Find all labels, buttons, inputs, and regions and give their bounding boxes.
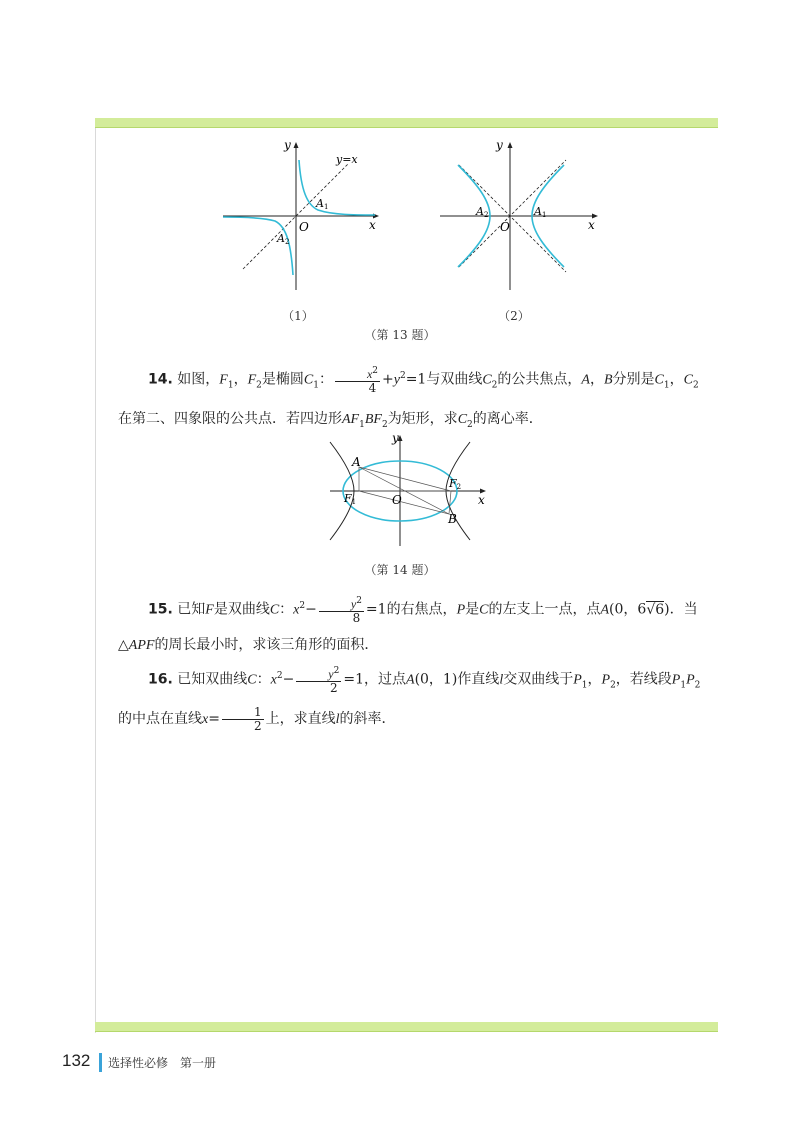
top-band-line	[95, 127, 718, 128]
figure-14	[322, 430, 492, 550]
fig13-caption: （第 13 题）	[364, 328, 436, 342]
fig14-point-b: B	[448, 512, 457, 526]
fig2-a2-label: A2	[476, 205, 489, 219]
page-number: 132	[62, 1051, 91, 1070]
problem-15-number: 15.	[148, 601, 173, 618]
fig14-f2-label: F2	[449, 477, 462, 491]
page-frame-left	[95, 118, 96, 1033]
fig2-origin-label: O	[500, 220, 510, 234]
fig14-origin-label: O	[392, 493, 402, 507]
fig14-x-label: x	[478, 493, 485, 507]
fig14-y-label: y	[392, 431, 399, 445]
problem-14-number: 14.	[148, 371, 173, 388]
fig1-a1-label: A1	[316, 197, 329, 211]
fig2-y-label: y	[496, 138, 503, 152]
fig1-x-label: x	[369, 218, 376, 232]
problem-14: 14. 如图，$F_1$，$F_2$是椭圆$C_1$： $\frac{x^2}{4}$ $+y^2=1$与双曲线$C_2$的公共焦点，A，B分别是$C_1$，$C_2$在第二、四象限的公共点．若四边形$AF_1BF_2$为矩形，求$C_2$的离心率．	[118, 365, 699, 431]
problem-16: 16. 已知双曲线C：$x^2-$ $\frac{y^2}{2}$ =1，过点A(0，1)作直线l交双曲线于$P_1$，$P_2$，若线段$P_1P_2$的中点在直线x= $\frac{1}{2}$ 上，求直线l的斜率．	[118, 665, 701, 733]
fig1-a2-label: A2	[277, 232, 290, 246]
book-title: 选择性必修 第一册	[108, 1056, 217, 1070]
fig14-point-a: A	[352, 455, 361, 469]
problem-16-number: 16.	[148, 671, 173, 688]
figure-13-2	[434, 135, 604, 295]
fig2-caption: （2）	[498, 309, 530, 323]
fig1-caption: （1）	[282, 309, 314, 323]
fig14-caption: （第 14 题）	[364, 563, 436, 577]
fig2-a1-label: A1	[534, 205, 547, 219]
fig2-x-label: x	[588, 218, 595, 232]
bottom-band-line	[95, 1031, 718, 1032]
top-green-band	[95, 118, 718, 127]
footer-accent-bar	[99, 1053, 102, 1072]
problem-15: 15. 已知F是双曲线C：$x^2-$ $\frac{y^2}{8}$ =1的右焦点，P是C的左支上一点，点A(0，6√6)．当△APF的周长最小时，求该三角形的面积．	[118, 595, 698, 653]
bottom-green-band	[95, 1022, 718, 1031]
fig1-line-label: y=x	[336, 153, 358, 166]
figure-13-1	[215, 135, 385, 295]
fig1-origin-label: O	[299, 220, 309, 234]
fig14-f1-label: F1	[344, 492, 357, 506]
fig1-y-label: y	[284, 138, 291, 152]
